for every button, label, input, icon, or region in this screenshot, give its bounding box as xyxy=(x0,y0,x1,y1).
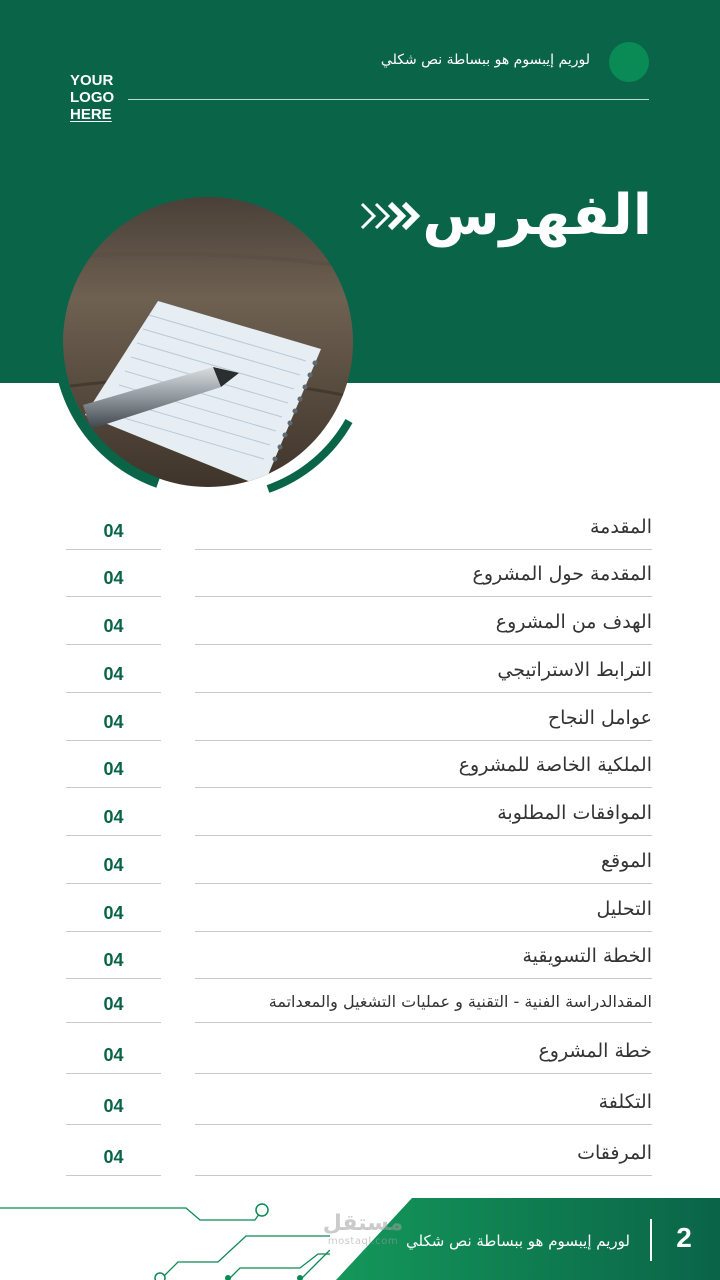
footer-tagline: لوريم إيبسوم هو ببساطة نص شكلي xyxy=(405,1232,630,1250)
logo-line: HERE xyxy=(70,106,112,123)
chevrons-icon xyxy=(358,198,426,234)
header-tagline: لوريم إيبسوم هو ببساطة نص شكلي xyxy=(380,52,590,68)
toc-row[interactable] xyxy=(0,741,720,788)
toc-label: التكلفة xyxy=(598,1091,652,1113)
toc-row[interactable] xyxy=(0,884,720,932)
decorative-dot-icon xyxy=(609,42,649,82)
toc-page-number: 04 xyxy=(103,664,124,684)
toc-label: المرفقات xyxy=(577,1142,652,1164)
toc-label: المقدالدراسة الفنية - التقنية و عمليات التشغيل والمعداتمة xyxy=(268,992,652,1011)
toc-page-number: 04 xyxy=(103,568,124,588)
watermark xyxy=(318,1212,408,1248)
logo xyxy=(70,72,118,123)
toc-label: خطة المشروع xyxy=(538,1040,652,1062)
toc-page-number: 04 xyxy=(103,994,124,1014)
toc-row[interactable] xyxy=(0,500,720,550)
toc-page-number: 04 xyxy=(103,712,124,732)
logo-line: LOGO xyxy=(70,89,115,106)
toc-label: عوامل النجاح xyxy=(547,707,652,729)
toc-page-number: 04 xyxy=(103,855,124,875)
toc-label: الموقع xyxy=(600,850,652,872)
toc-page-number: 04 xyxy=(103,1045,124,1065)
toc-page-number: 04 xyxy=(103,521,124,541)
toc-page-number: 04 xyxy=(103,616,124,636)
toc-label: الترابط الاستراتيجي xyxy=(497,659,652,681)
toc-row[interactable] xyxy=(0,1125,720,1176)
toc-row[interactable] xyxy=(0,788,720,836)
toc-page-number: 04 xyxy=(103,807,124,827)
toc-row[interactable] xyxy=(0,693,720,741)
toc-label: الملكية الخاصة للمشروع xyxy=(458,754,652,776)
toc-divider xyxy=(195,1175,652,1176)
toc-row[interactable] xyxy=(0,550,720,597)
toc-page-number: 04 xyxy=(103,1096,124,1116)
toc-row[interactable] xyxy=(0,932,720,979)
toc-label: المقدمة xyxy=(589,516,652,538)
decorative-arcs xyxy=(52,186,364,498)
toc-label: التحليل xyxy=(596,898,652,920)
toc-row[interactable] xyxy=(0,1074,720,1125)
logo-line: YOUR xyxy=(70,72,114,89)
header-divider xyxy=(128,99,649,100)
notebook-photo xyxy=(52,186,364,498)
watermark-arabic: مستقل xyxy=(322,1211,404,1236)
toc-row[interactable] xyxy=(0,1023,720,1074)
footer-divider xyxy=(650,1219,652,1261)
toc-row[interactable] xyxy=(0,597,720,645)
toc-page-number: 04 xyxy=(103,1147,124,1167)
toc-label: الخطة التسويقية xyxy=(522,945,652,967)
toc-page-number: 04 xyxy=(103,950,124,970)
toc-row[interactable] xyxy=(0,645,720,693)
page-title: الفهرس xyxy=(422,183,652,248)
toc-page-divider xyxy=(66,1175,161,1176)
toc-label: الهدف من المشروع xyxy=(495,611,652,633)
toc-label: الموافقات المطلوبة xyxy=(497,802,652,824)
toc-label: المقدمة حول المشروع xyxy=(472,563,652,585)
watermark-domain: mostaql.com xyxy=(327,1236,399,1247)
page-number: 2 xyxy=(676,1222,692,1253)
toc-row[interactable] xyxy=(0,836,720,884)
toc-page-number: 04 xyxy=(103,759,124,779)
toc-row[interactable] xyxy=(0,979,720,1023)
toc-page-number: 04 xyxy=(103,903,124,923)
